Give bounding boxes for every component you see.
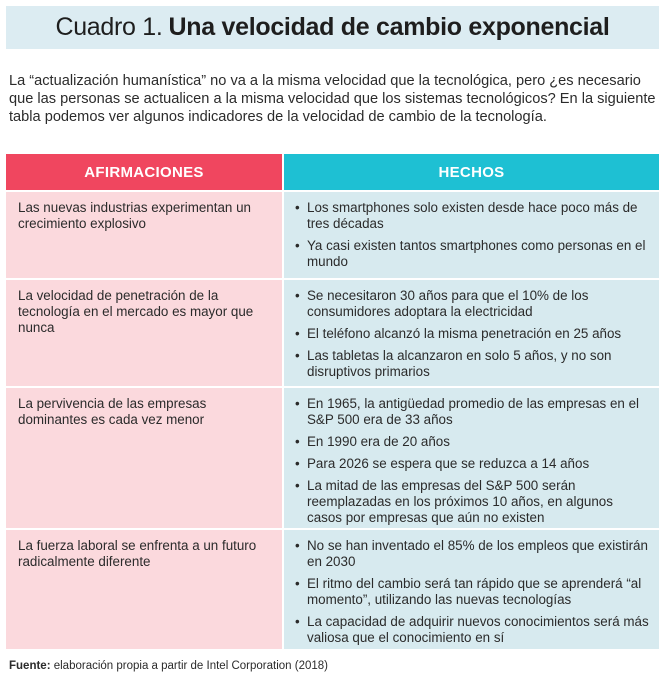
- title-main: Una velocidad de cambio exponencial: [168, 13, 610, 41]
- header-hechos: HECHOS: [284, 154, 659, 190]
- hecho-item: • No se han inventado el 85% de los empleos que existirán en 2030: [294, 538, 649, 570]
- afirmacion-cell: Las nuevas industrias experimentan un crecimiento explosivo: [6, 192, 284, 278]
- hechos-cell: [284, 192, 659, 278]
- afirmacion-cell: La pervivencia de las empresas dominantes es cada vez menor: [6, 388, 284, 528]
- table-row: [6, 192, 659, 278]
- hecho-item: • Para 2026 se espera que se reduzca a 14 años: [294, 456, 649, 472]
- afirmacion-cell: La fuerza laboral se enfrenta a un futuro radicalmente diferente: [6, 530, 284, 649]
- source-label: Fuente:: [9, 660, 51, 672]
- table-row: [6, 280, 659, 386]
- hecho-item: • La mitad de las empresas del S&P 500 serán reemplazadas en los próximos 10 años, en algunos casos por empresas que aún no existen: [294, 478, 649, 526]
- hecho-item: • Ya casi existen tantos smartphones como personas en el mundo: [294, 238, 649, 270]
- comparison-table: [6, 154, 659, 649]
- intro-paragraph: La “actualización humanística” no va a la misma velocidad que la tecnológica, pero ¿es necesario que las personas se actualicen a la misma velocidad que los sistemas tecnológicos? En la siguiente tabla podemos ver algunos indicadores de la velocidad de cambio de la tecnología.: [9, 73, 656, 125]
- hecho-item: • El teléfono alcanzó la misma penetración en 25 años: [294, 326, 649, 342]
- hecho-item: • Las tabletas la alcanzaron en solo 5 años, y no son disruptivos primarios: [294, 348, 649, 380]
- table-row: [6, 530, 659, 649]
- source-note: [9, 660, 328, 672]
- table-title: [6, 6, 659, 49]
- table-header: [6, 154, 659, 190]
- hecho-item: • En 1965, la antigüedad promedio de las empresas en el S&P 500 era de 33 años: [294, 396, 649, 428]
- source-text: elaboración propia a partir de Intel Corporation (2018): [53, 660, 328, 672]
- hecho-item: • Se necesitaron 30 años para que el 10% de los consumidores adoptara la electricidad: [294, 288, 649, 320]
- table-row: [6, 388, 659, 528]
- hechos-cell: [284, 530, 659, 649]
- header-afirmaciones: AFIRMACIONES: [6, 154, 284, 190]
- afirmacion-cell: La velocidad de penetración de la tecnología en el mercado es mayor que nunca: [6, 280, 284, 386]
- title-prefix: Cuadro 1.: [55, 13, 163, 41]
- hechos-cell: [284, 280, 659, 386]
- hecho-item: • Los smartphones solo existen desde hace poco más de tres décadas: [294, 200, 649, 232]
- hechos-cell: [284, 388, 659, 528]
- hecho-item: • En 1990 era de 20 años: [294, 434, 649, 450]
- hecho-item: • El ritmo del cambio será tan rápido que se aprenderá “al momento”, utilizando las nuevas tecnologías: [294, 576, 649, 608]
- hecho-item: • La capacidad de adquirir nuevos conocimientos será más valiosa que el conocimiento en sí: [294, 614, 649, 646]
